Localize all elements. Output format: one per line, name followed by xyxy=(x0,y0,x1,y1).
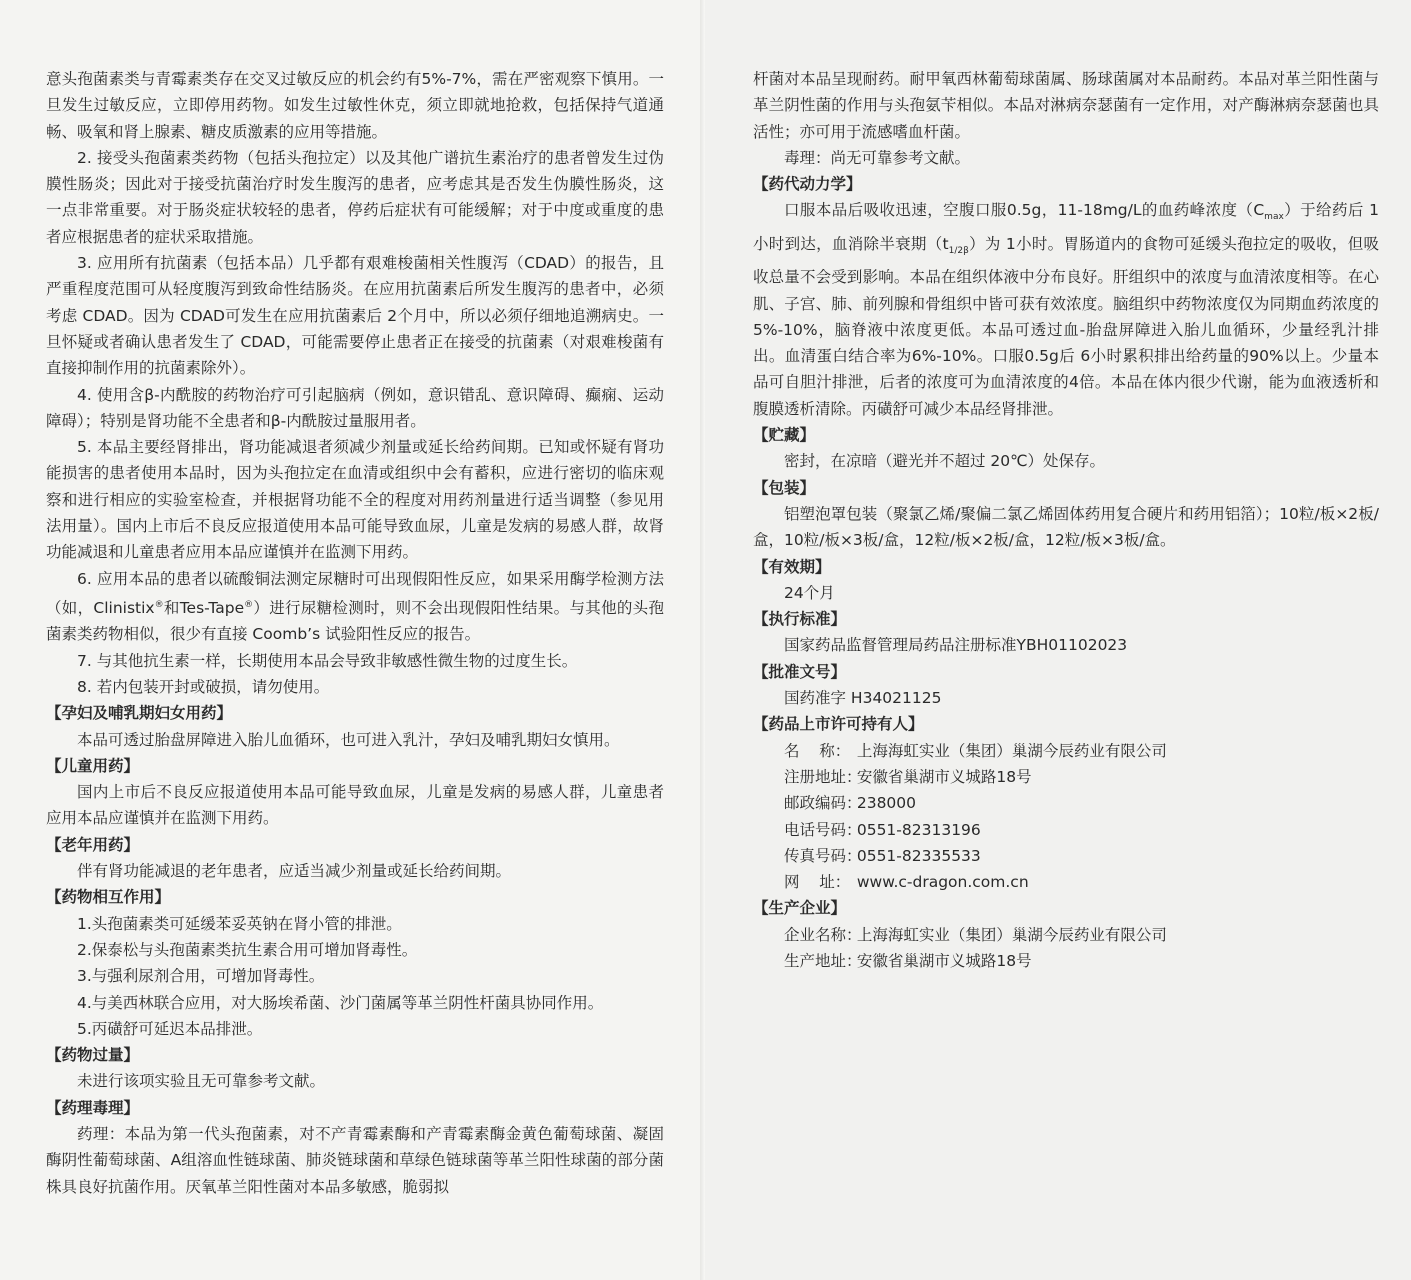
section-heading-storage: 【贮藏】 xyxy=(753,426,816,445)
paragraph-note-8: 8. 若内包装开封或破损，请勿使用。 xyxy=(77,677,330,696)
note-6-text-b: 和Tes-Tape xyxy=(163,599,245,618)
pharmacology-text: 药理：本品为第一代头孢菌素，对不产青霉素酶和产青霉素酶金黄色葡萄球菌、凝固酶阴性葡萄球菌、A组溶血性链球菌、肺炎链球菌和草绿色链球菌等革兰阳性球菌的部分菌株具良好抗菌作用。厌氧革兰阳性菌对本品多敏感，脆弱拟 xyxy=(46,1125,664,1196)
holder-row-phone xyxy=(753,817,1379,843)
interaction-item: 4.与美西林联合应用，对大肠埃希菌、沙门菌属等革兰阴性杆菌具协同作用。 xyxy=(77,993,604,1012)
registered-mark: ® xyxy=(154,599,164,610)
interaction-item: 2.保泰松与头孢菌素类抗生素合用可增加肾毒性。 xyxy=(77,940,418,959)
field-value: 238000 xyxy=(856,794,917,813)
section-heading-standard: 【执行标准】 xyxy=(753,610,847,629)
elderly-text: 伴有肾功能减退的老年患者，应适当减少剂量或延长给药间期。 xyxy=(77,862,512,881)
section-heading-manufacturer: 【生产企业】 xyxy=(753,899,847,918)
children-text: 国内上市后不良反应报道使用本品可能导致血尿，儿童是发病的易感人群，儿童患者应用本品应谨慎并在监测下用药。 xyxy=(46,783,664,828)
holder-row-postcode xyxy=(753,790,1379,816)
standard-text: 国家药品监督管理局药品注册标准YBH01102023 xyxy=(784,636,1128,655)
left-page xyxy=(0,0,705,1280)
section-heading-pharmacology: 【药理毒理】 xyxy=(46,1098,140,1117)
field-value: 0551-82313196 xyxy=(856,820,981,839)
holder-row-name xyxy=(753,738,1379,764)
section-heading-pharmacokinetics: 【药代动力学】 xyxy=(753,175,862,194)
note-6-text-c: ）进行尿糖检测时，则不会出现假阳性结果。与其他的头孢菌素类药物相似，很少有直接 Coomb’s 试验阳性反应的报告。 xyxy=(46,599,664,644)
section-heading-approval: 【批准文号】 xyxy=(753,662,847,681)
pk-text-b: ）于给药后 1小时到达，血消除半衰期（t xyxy=(753,201,1379,253)
field-label: 网 址： xyxy=(784,873,851,892)
field-label: 电话号码： xyxy=(784,820,862,839)
storage-text: 密封，在凉暗（避光并不超过 20℃）处保存。 xyxy=(784,452,1106,471)
pk-text-a: 口服本品后吸收迅速，空腹口服0.5g，11-18mg/L的血药峰浓度（C xyxy=(784,201,1265,220)
interaction-item: 5.丙磺舒可延迟本品排泄。 xyxy=(77,1019,263,1038)
holder-row-address xyxy=(753,764,1379,790)
field-value: 安徽省巢湖市义城路18号 xyxy=(856,951,1032,970)
half-life-subscript: 1/2β xyxy=(948,245,969,256)
section-heading-interactions: 【药物相互作用】 xyxy=(46,888,171,907)
package-text: 铝塑泡罩包装（聚氯乙烯/聚偏二氯乙烯固体药用复合硬片和药用铝箔）；10粒/板×2板/盒，10粒/板×3板/盒，12粒/板×2板/盒，12粒/板×3板/盒。 xyxy=(753,504,1379,550)
paragraph-note-4: 4. 使用含β-内酰胺的药物治疗可引起脑病（例如，意识错乱、意识障碍、癫痫、运动障碍）；特别是肾功能不全患者和β-内酰胺过量服用者。 xyxy=(46,385,664,430)
toxicology-text: 毒理：尚无可靠参考文献。 xyxy=(784,148,971,167)
field-label: 注册地址： xyxy=(784,767,862,786)
section-heading-package: 【包装】 xyxy=(753,478,816,497)
field-label: 邮政编码： xyxy=(784,794,862,813)
overdose-text: 未进行该项实验且无可靠参考文献。 xyxy=(77,1072,326,1091)
section-heading-license-holder: 【药品上市许可持有人】 xyxy=(753,715,924,734)
paragraph-note-6 xyxy=(46,566,664,648)
field-label: 传真号码： xyxy=(784,846,862,865)
interaction-item: 3.与强利尿剂合用，可增加肾毒性。 xyxy=(77,967,325,986)
field-label: 企业名称： xyxy=(784,925,862,944)
paragraph-note-2: 2. 接受头孢菌素类药物（包括头孢拉定）以及其他广谱抗生素治疗的患者曾发生过伪膜性肠炎；因此对于接受抗菌治疗时发生腹泻的患者，应考虑其是否发生伪膜性肠炎，这一点非常重要。对于肠炎症状较轻的患者，停药后症状有可能缓解；对于中度或重度的患者应根据患者的症状采取措施。 xyxy=(46,148,664,246)
field-label: 名 称： xyxy=(784,741,851,760)
note-6-text-a: 6. 应用本品的患者以硫酸铜法测定尿糖时可出现假阳性反应，如果采用酶学检测方法（如，Clinistix xyxy=(46,569,664,618)
approval-number: 国药准字 H34021125 xyxy=(784,689,942,708)
paragraph-note-5: 5. 本品主要经肾排出，肾功能减退者须减少剂量或延长给药间期。已知或怀疑有肾功能损害的患者使用本品时，因为头孢拉定在血清或组织中会有蓄积，应进行密切的临床观察和进行相应的实验室检查，并根据肾功能不全的程度对用药剂量进行适当调整（参见用法用量）。国内上市后不良反应报道使用本品可能导致血尿，儿童是发病的易感人群，故肾功能减退和儿童患者应用本品应谨慎并在监测下用药。 xyxy=(46,438,664,562)
pharmacology-continued: 杆菌对本品呈现耐药。耐甲氧西林葡萄球菌属、肠球菌属对本品耐药。本品对革兰阳性菌与革兰阴性菌的作用与头孢氨苄相似。本品对淋病奈瑟菌有一定作用，对产酶淋病奈瑟菌也具活性；亦可用于流感嗜血杆菌。 xyxy=(753,70,1379,141)
cmax-subscript: max xyxy=(1264,212,1284,223)
interaction-item: 1.头孢菌素类可延缓苯妥英钠在肾小管的排泄。 xyxy=(77,914,402,933)
holder-row-fax xyxy=(753,843,1379,869)
pregnancy-text: 本品可透过胎盘屏障进入胎儿血循环，也可进入乳汁，孕妇及哺乳期妇女慎用。 xyxy=(77,730,620,749)
paragraph-note-7: 7. 与其他抗生素一样，长期使用本品会导致非敏感性微生物的过度生长。 xyxy=(77,651,578,670)
right-page xyxy=(705,0,1411,1280)
field-value: 安徽省巢湖市义城路18号 xyxy=(856,767,1032,786)
section-heading-validity: 【有效期】 xyxy=(753,557,831,576)
pharmacokinetics-text xyxy=(753,197,1379,422)
maker-row-name xyxy=(753,922,1379,948)
right-column xyxy=(753,66,1379,974)
paragraph-note-3: 3. 应用所有抗菌素（包括本品）几乎都有艰难梭菌相关性腹泻（CDAD）的报告，且严重程度范围可从轻度腹泻到致命性结肠炎。在应用抗菌素后所发生腹泻的患者中，必须考虑 CDAD。因为 CDAD可发生在应用抗菌素后 2个月中，所以必须仔细地追溯病史。一旦怀疑或者确认患者发生了 CDAD，可能需要停止患者正在接受的抗菌素（对艰难梭菌有直接抑制作用的抗菌素除外）。 xyxy=(46,254,664,378)
section-heading-children: 【儿童用药】 xyxy=(46,756,140,775)
field-value: 0551-82335533 xyxy=(856,846,981,865)
registered-mark: ® xyxy=(244,599,254,610)
maker-row-address xyxy=(753,948,1379,974)
validity-text: 24个月 xyxy=(784,583,835,602)
pk-text-c: ）为 1小时。胃肠道内的食物可延缓头孢拉定的吸收，但吸收总量不会受到影响。本品在组织体液中分布良好。肝组织中的浓度与血清浓度相等。在心肌、子宫、肺、前列腺和骨组织中皆可获有效浓度。脑组织中药物浓度仅为同期血药浓度的5%-10%，脑脊液中浓度更低。本品可透过血-胎盘屏障进入胎儿血循环，少量经乳汁排出。血清蛋白结合率为6%-10%。口服0.5g后 6小时累积排出给药量的90%以上。少量本品可自胆汁排泄，后者的浓度可为血清浓度的4倍。本品在体内很少代谢，能为血液透析和腹膜透析清除。丙磺舒可减少本品经肾排泄。 xyxy=(753,234,1379,418)
field-value: www.c-dragon.com.cn xyxy=(856,873,1029,892)
field-label: 生产地址： xyxy=(784,951,862,970)
section-heading-overdose: 【药物过量】 xyxy=(46,1046,140,1065)
field-value: 上海海虹实业（集团）巢湖今辰药业有限公司 xyxy=(856,741,1167,760)
field-value: 上海海虹实业（集团）巢湖今辰药业有限公司 xyxy=(856,925,1167,944)
holder-row-website xyxy=(753,869,1379,895)
section-heading-pregnancy: 【孕妇及哺乳期妇女用药】 xyxy=(46,704,233,723)
section-heading-elderly: 【老年用药】 xyxy=(46,835,140,854)
paragraph-allergy: 意头孢菌素类与青霉素类存在交叉过敏反应的机会约有5%-7%，需在严密观察下慎用。一旦发生过敏反应，立即停用药物。如发生过敏性休克，须立即就地抢救，包括保持气道通畅、吸氧和肾上腺素、糖皮质激素的应用等措施。 xyxy=(46,70,664,141)
left-column xyxy=(46,66,664,1200)
